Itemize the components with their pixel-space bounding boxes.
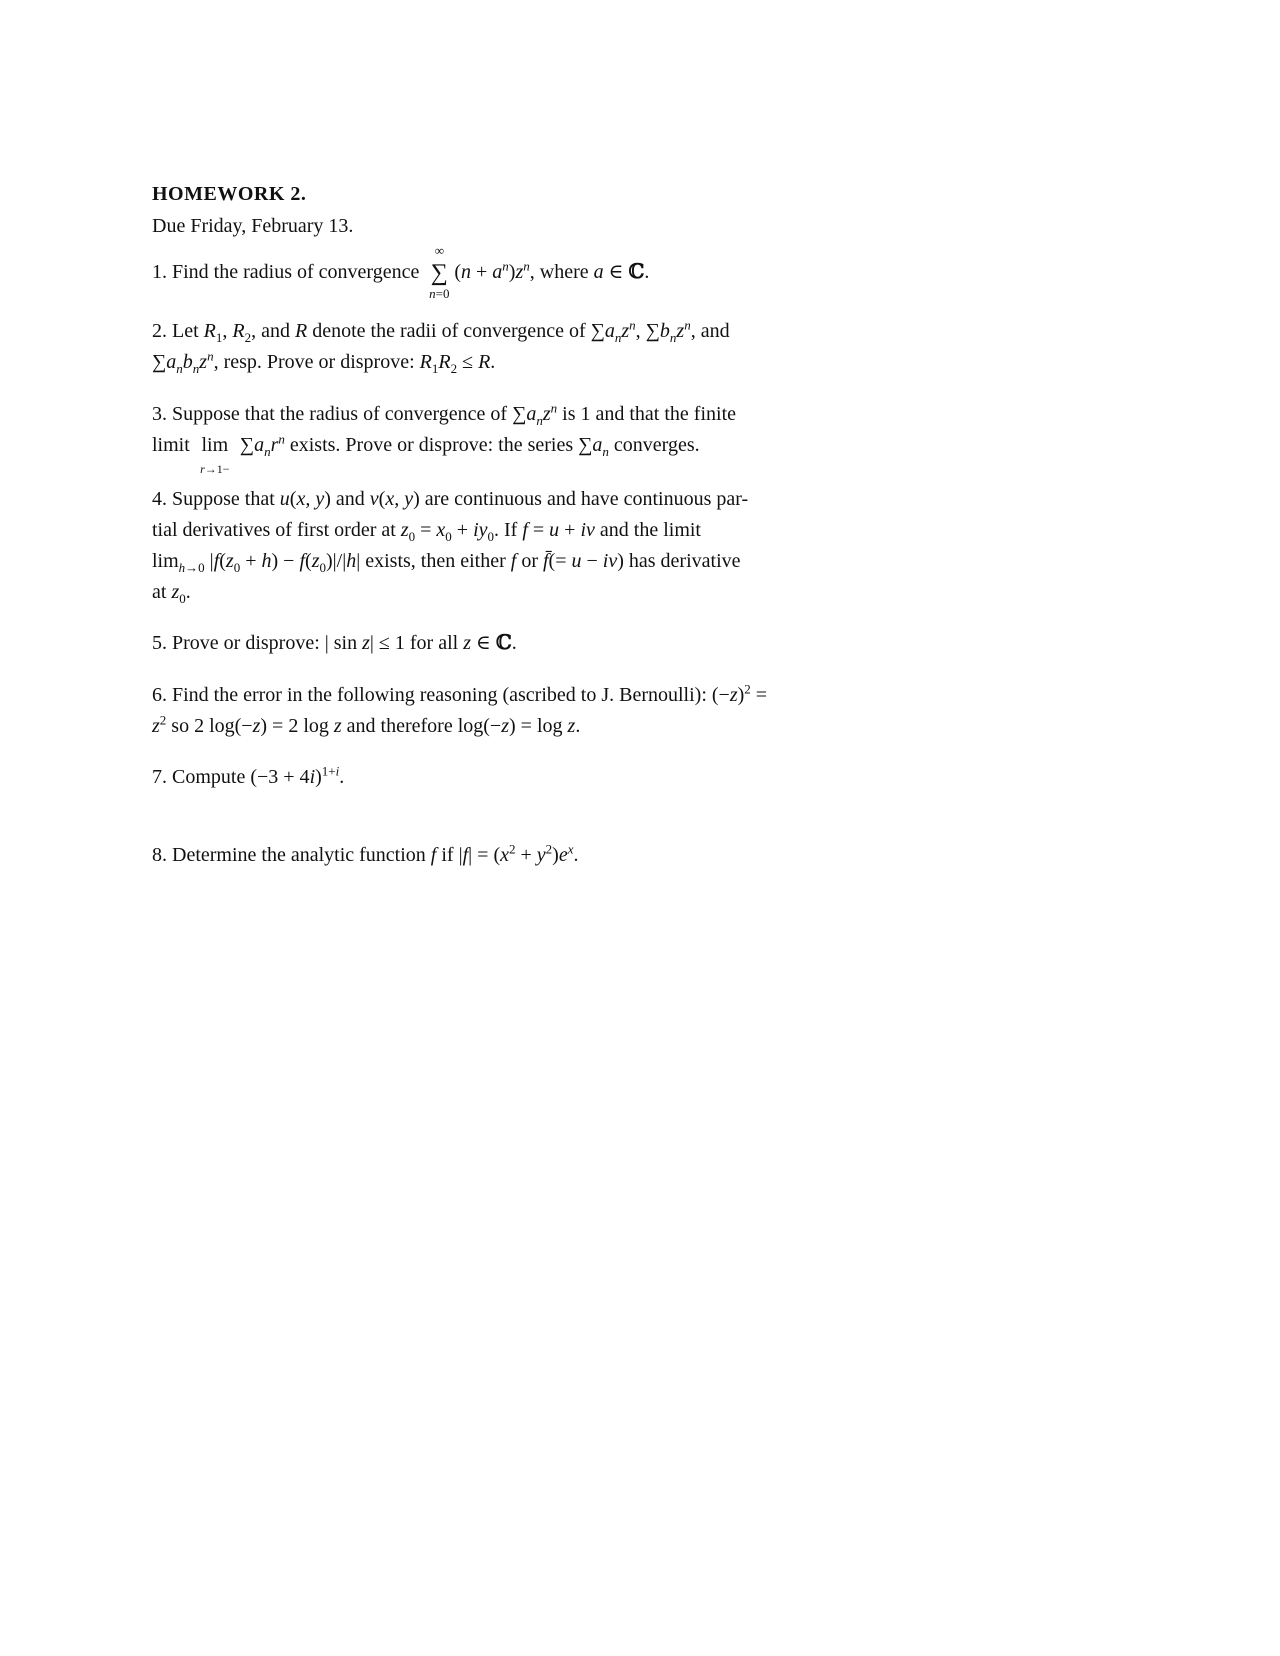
limit-operator: lim r→1− (200, 434, 230, 476)
problem-4: 4. Suppose that u(x, y) and v(x, y) are continuous and have continuous par- tial derivatives of first order at $z_0 = x_0 + iy_0$. If f = u + iv and the limit $\lim_{h\to 0} |f(z_0 + h) - f(z_0)|/|h|$ exists, then either f or f̄(= u − iv) has derivative at $z_0$. (152, 484, 874, 608)
problem-number: 3. (152, 403, 167, 425)
problem-number: 8. (152, 844, 167, 866)
problem-number: 4. (152, 488, 167, 510)
problem-7: 7. Compute $(-3 + 4i)^{1+i}$. (152, 763, 345, 788)
problem-6: 6. Find the error in the following reasoning (ascribed to J. Bernoulli): $(-z)^2$ = $z^2$ so 2 log(−z) = 2 log z and therefore log(−z) = log z. (152, 681, 768, 737)
due-date: Due Friday, February 13. (152, 215, 354, 237)
problem-number: 5. (152, 632, 167, 654)
problem-5: 5. Prove or disprove: | sin z| ≤ 1 for all z ∈ ℂ. (152, 630, 517, 654)
problem-number: 7. (152, 766, 167, 788)
problem-8: 8. Determine the analytic function f if $|f| = (x^2 + y^2)e^x$. (152, 841, 579, 866)
problem-2: 2. Let $R_1$, $R_2$, and R denote the radii of convergence of $\sum a_nz^n$, $\sum b_nz^n$, and $\sum a_nb_nz^n$, resp. Prove or disprove: $R_1R_2 \le R$. (152, 317, 730, 376)
problem-number: 2. (152, 320, 167, 342)
problem-3: 3. Suppose that the radius of convergence of $\sum a_nz^n$ is 1 and that the finite limit lim r→1− $\sum a_nr^n$ exists. Prove or disprove: the series $\sum a_n$ converges. (152, 400, 737, 476)
problem-number: 1. (152, 261, 167, 283)
summation-symbol: ∞ ∑ n=0 (429, 243, 450, 302)
problem-number: 6. (152, 684, 167, 706)
problem-1: 1. Find the radius of convergence ∞ ∑ n=0 $(n + a^n)z^n$, where a ∈ ℂ. (152, 243, 650, 302)
page-title: HOMEWORK 2. (152, 183, 307, 205)
